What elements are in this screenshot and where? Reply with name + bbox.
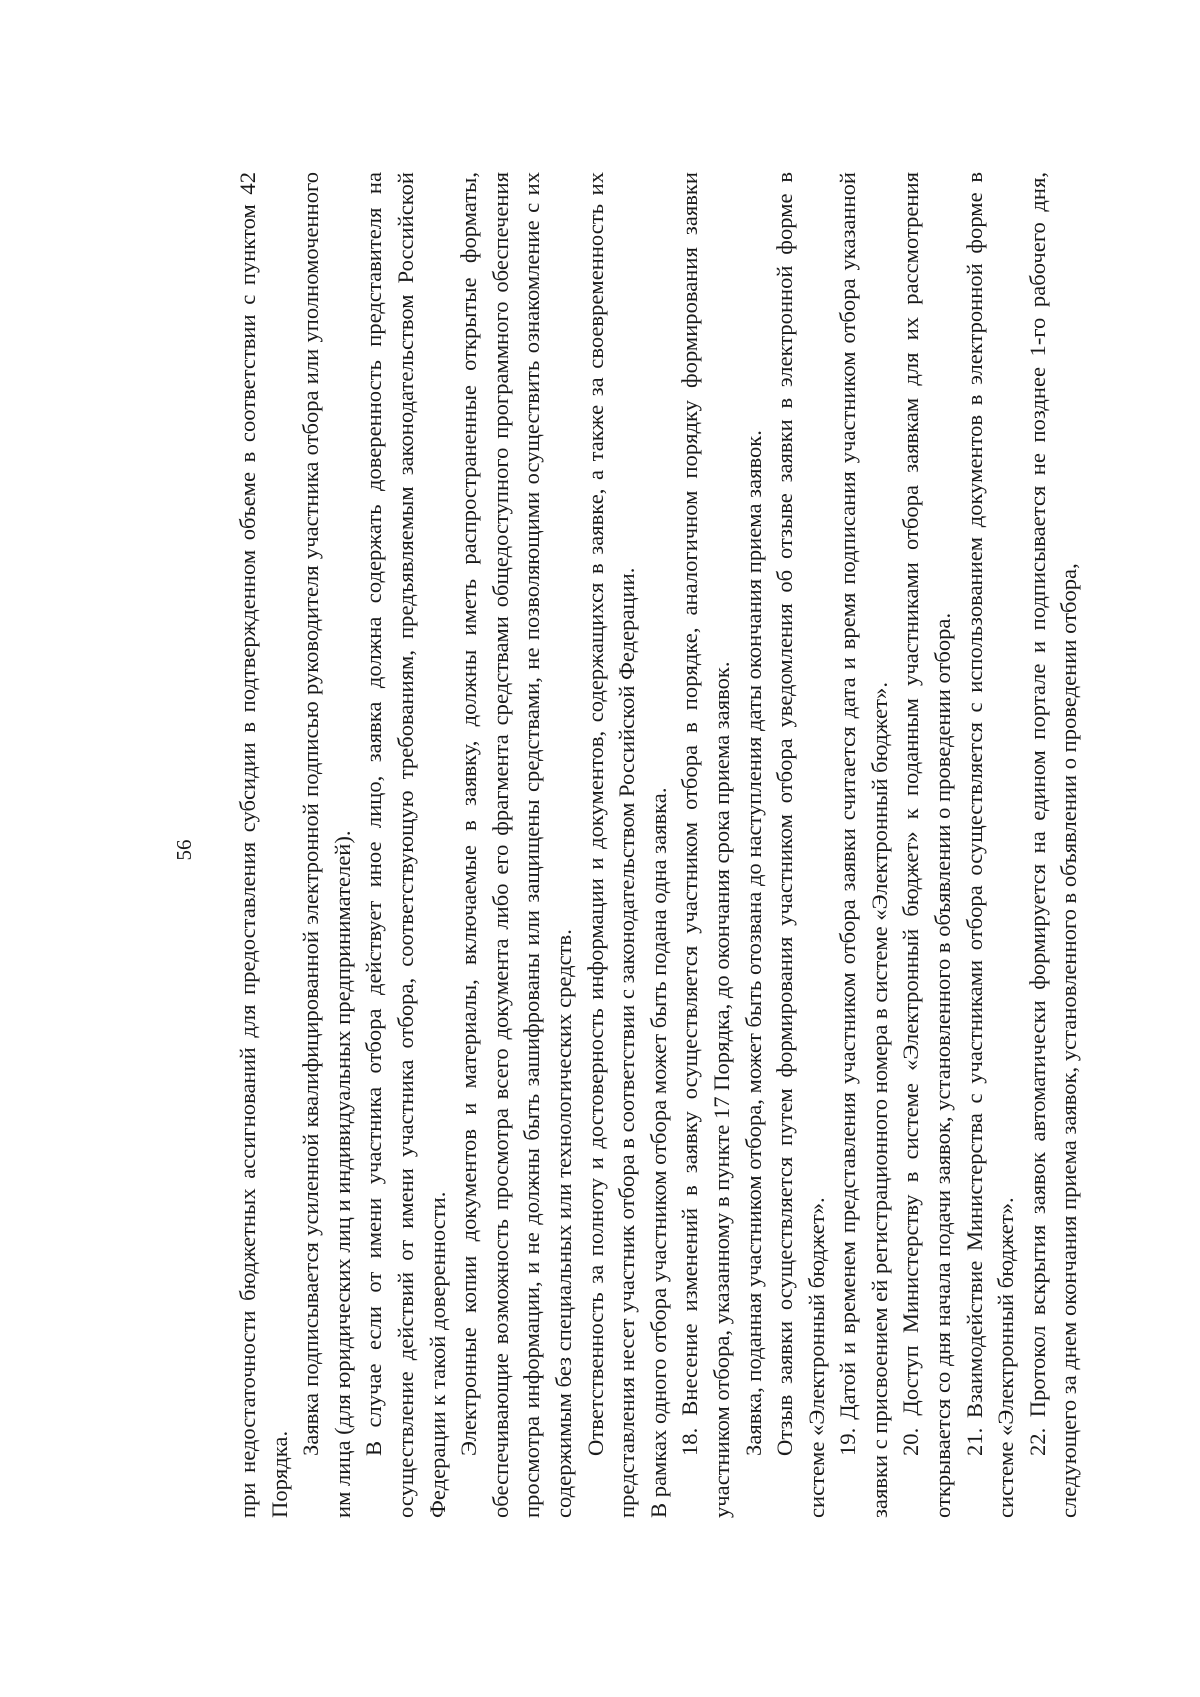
paragraph-continuation: при недостаточности бюджетных ассигнований для предоставления субсидии в подтвержденном объеме в соответствии с пунктом 42 Порядка. bbox=[235, 172, 292, 1518]
paragraph-item-20: 20. Доступ Министерству в системе «Электронный бюджет» к поданным участниками отбора заявкам для их рассмотрения открывается со дня начала подачи заявок, установленного в объявлении о проведении отбора. bbox=[898, 172, 956, 1518]
paragraph-electronic-copies: Электронные копии документов и материалы, включаемые в заявку, должны иметь распространенные открытые форматы, обеспечивающие возможность просмотра всего документа либо его фрагмента средствами общедоступного программного обеспечения просмотра информации, и не должны быть зашифрованы или защищены средствами, не позволяющими осуществить ознакомление с их содержимым без специальных или технологических средств. bbox=[456, 172, 576, 1518]
scan-footer-mark bbox=[10, 1675, 430, 1683]
paragraph-item-21: 21. Взаимодействие Министерства с участниками отбора осуществляется с использованием документов в электронной форме в системе «Электронный бюджет». bbox=[961, 172, 1019, 1518]
paragraph-power-of-attorney: В случае если от имени участника отбора действует иное лицо, заявка должна содержать доверенность представителя на осуществление действий от имени участника отбора, соответствующую требованиям, предъявляемым законодательством Российской Федерации к такой доверенности. bbox=[361, 172, 450, 1518]
paragraph-item-22: 22. Протокол вскрытия заявок автоматически формируется на едином портале и подписывается не позднее 1-го рабочего дня, следующего за днем окончания приема заявок, установленного в объявлении о проведении отбора, bbox=[1024, 172, 1082, 1518]
document-body bbox=[232, 172, 1085, 1518]
paragraph-withdrawal-notice: Отзыв заявки осуществляется путем формирования участником отбора уведомления об отзыве заявки в электронной форме в системе «Электронный бюджет». bbox=[772, 172, 829, 1518]
paragraph-responsibility: Ответственность за полноту и достоверность информации и документов, содержащихся в заявке, а также за своевременность их представления несет участник отбора в соответствии с законодательством Российской Федерации. bbox=[582, 172, 640, 1518]
rotated-document-page bbox=[120, 130, 1080, 1570]
paragraph-item-19: 19. Датой и временем представления участником отбора заявки считается дата и время подписания участником отбора указанной заявки с присвоением ей регистрационного номера в системе «Электронный бюджет». bbox=[835, 172, 892, 1518]
paragraph-signature: Заявка подписывается усиленной квалифицированной электронной подписью руководителя участника отбора или уполномоченного им лица (для юридических лиц и индивидуальных предпринимателей). bbox=[298, 172, 355, 1518]
paragraph-item-18: 18. Внесение изменений в заявку осуществляется участником отбора в порядке, аналогичном порядку формирования заявки участником отбора, указанному в пункте 17 Порядка, до окончания срока приема заявок. bbox=[677, 172, 734, 1518]
paragraph-withdrawal: Заявка, поданная участником отбора, может быть отозвана до наступления даты окончания приема заявок. bbox=[740, 430, 766, 1456]
page-number: 56 bbox=[172, 839, 196, 861]
paragraph-one-application: В рамках одного отбора участником отбора может быть подана одна заявка. bbox=[645, 787, 671, 1518]
